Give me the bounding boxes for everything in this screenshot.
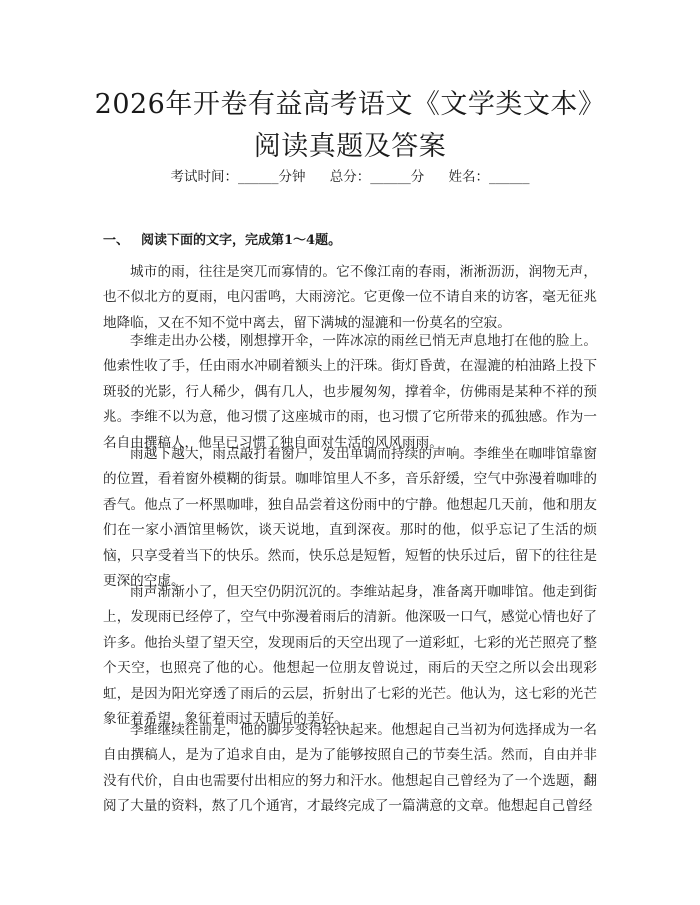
section-number: 一、 bbox=[103, 233, 130, 248]
section-instruction: 阅读下面的文字，完成第1～4题。 bbox=[141, 233, 342, 248]
document-title: 2026年开卷有益高考语文《文学类文本》阅读真题及答案 bbox=[94, 89, 606, 162]
paragraph-3: 雨越下越大，雨点敲打着窗户，发出单调而持续的声响。李维坐在咖啡馆靠窗的位置，看着窗外模糊的街景。咖啡馆里人不多，音乐舒缓，空气中弥漫着咖啡的香气。他点了一杯黑咖啡，独自品尝着这份雨中的宁静。他想起几天前，他和朋友们在一家小酒馆里畅饮，谈天说地，直到深夜。那时的他，似乎忘记了生活的烦恼，只享受着当下的快乐。然而，快乐总是短暂，短暂的快乐过后，留下的往往是更深的空虚。 bbox=[103, 446, 597, 590]
paragraph-2: 李维走出办公楼，刚想撑开伞，一阵冰凉的雨丝已悄无声息地打在他的脸上。他索性收了手，任由雨水冲刷着额头上的汗珠。街灯昏黄，在湿漉的柏油路上投下斑驳的光影，行人稀少，偶有几人，也步履匆匆，撑着伞，仿佛雨是某种不祥的预兆。李维不以为意，他习惯了这座城市的雨，也习惯了它所带来的孤独感。作为一名自由撰稿人，他早已习惯了独自面对生活的风风雨雨。 bbox=[103, 333, 597, 451]
name-label: 姓名： bbox=[448, 169, 490, 185]
score-label: 总分： bbox=[329, 169, 371, 185]
exam-time-blank: ______ bbox=[237, 169, 279, 185]
score-unit: 分 bbox=[410, 169, 425, 185]
exam-info-line bbox=[0, 167, 700, 187]
paragraph-1: 城市的雨，往往是突兀而寡情的。它不像江南的春雨，淅淅沥沥，润物无声，也不似北方的夏雨，电闪雷鸣，大雨滂沱。它更像一位不请自来的访客，毫无征兆地降临，又在不知不觉中离去，留下满城的湿漉和一份莫名的空寂。 bbox=[103, 264, 597, 331]
paragraph-4: 雨声渐渐小了，但天空仍阴沉沉的。李维站起身，准备离开咖啡馆。他走到街上，发现雨已经停了，空气中弥漫着雨后的清新。他深吸一口气，感觉心情也好了许多。他抬头望了望天空，发现雨后的天空出现了一道彩虹，七彩的光芒照亮了整个天空，也照亮了他的心。他想起一位朋友曾说过，雨后的天空之所以会出现彩虹，是因为阳光穿透了雨后的云层，折射出了七彩的光芒。他认为，这七彩的光芒象征着希望，象征着雨过天晴后的美好。 bbox=[103, 584, 597, 728]
section-heading bbox=[103, 231, 341, 251]
paragraph-5: 李维继续往前走，他的脚步变得轻快起来。他想起自己当初为何选择成为一名自由撰稿人，是为了追求自由，是为了能够按照自己的节奏生活。然而，自由并非没有代价，自由也需要付出相应的努力和汗水。他想起自己曾经为了一个选题，翻阅了大量的资料，熬了几个通宵，才最终完成了一篇满意的文章。他想起自己曾经 bbox=[103, 722, 597, 815]
exam-time-label: 考试时间： bbox=[170, 169, 238, 185]
name-blank: ______ bbox=[489, 169, 530, 185]
score-blank: ______ bbox=[370, 169, 411, 185]
exam-time-unit: 分钟 bbox=[278, 169, 306, 185]
